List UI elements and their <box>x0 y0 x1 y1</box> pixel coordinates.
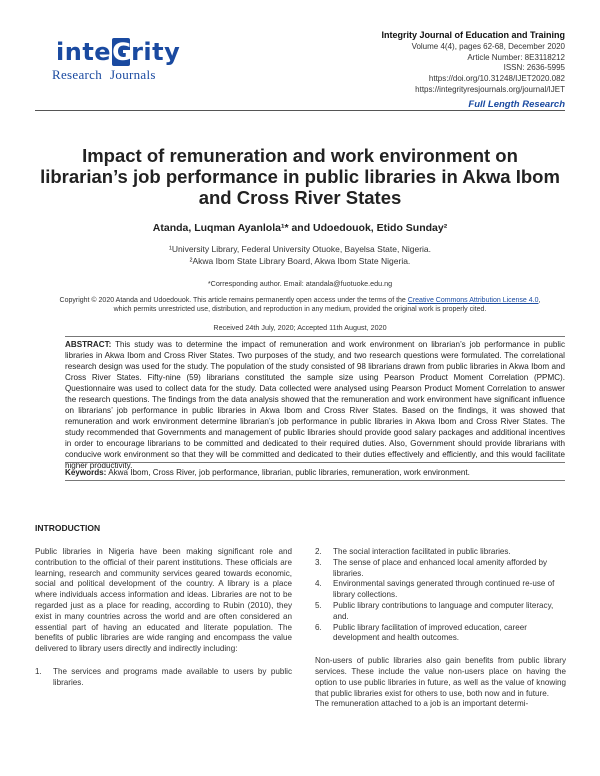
section-heading-introduction: INTRODUCTION <box>35 523 101 533</box>
list-item: 5. Public library contributions to language and computer literacy, and. <box>315 600 554 621</box>
abstract <box>65 339 565 471</box>
affiliation-2: ²Akwa Ibom State Library Board, Akwa Ibom State Nigeria. <box>189 255 411 266</box>
corresponding-author: *Corresponding author. Email: atandala@fuotuoke.edu.ng <box>207 279 393 288</box>
keywords <box>65 467 565 478</box>
list-item: 4. Environmental savings generated through continued re-use of library collections. <box>315 579 555 600</box>
abstract-label: ABSTRACT: <box>65 340 112 349</box>
journal-logo <box>52 36 182 86</box>
logo-wordmark: inteGrity <box>56 38 181 66</box>
keywords-text: Akwa Ibom, Cross River, job performance, librarian, public libraries, remuneration, work environment. <box>106 468 470 477</box>
affiliations <box>40 244 560 267</box>
journal-header <box>381 30 565 96</box>
paper-title: Impact of remuneration and work environment on librarian’s job performance in public libraries in Akwa Ibom and Cross River States <box>40 145 560 208</box>
abstract-text: This study was to determine the impact of remuneration and work environment on librarian’s job performance in public libraries in Akwa Ibom and Cross River States. Two purposes of the study, and two research questions were formulated. The correlational research design was used for the study. The population of the study consisted of 98 librarians drawn from public libraries in Akwa Ibom and Cross River States. Fifty-nine (59) librarians constituted the sample size using Pearson Product Moment Correlation (PPMC). Questionnaire was used to collect data for the study. Data collected were analysed using Pearson Product Moment Correlation to answer the research questions. The findings from the data analysis showed that the remuneration and work environment have significant influence on librarians’ job performance in public libraries in Akwa Ibom and Cross River States. Based on the findings, it was showed that remuneration and work environment determine librarian’s job performance in public libraries in Akwa Ibom and Cross River States. The study recommended that Governments and management of public libraries should provide good salary packages and additional incentives in order to encourage librarians to be committed and dedicated to their required duties. Also, Government should provide librarians with conducive work environment so that they will be committed and dedicated to their duties effectively and efficiently, and this would facilitate higher productivity. <box>65 340 565 470</box>
list-item: 3. The sense of place and enhanced local amenity afforded by libraries. <box>315 557 548 578</box>
left-column <box>35 547 292 689</box>
article-type: Full Length Research <box>468 99 565 110</box>
benefits-list-continued <box>315 547 566 644</box>
header-divider <box>35 110 565 111</box>
license-link[interactable]: Creative Commons Attribution License 4.0 <box>407 297 539 304</box>
abstract-bottom-rule <box>65 462 565 463</box>
list-item: 2. The social interaction facilitated in public libraries. <box>315 547 511 556</box>
list-item: 1. The services and programs made available to users by public libraries. <box>35 666 292 687</box>
intro-paragraph-1: Public libraries in Nigeria have been making significant role and contribution to the official of their parent institutions. These officials are learning, research and community services geared towards economic, social and political development of the country. A library is a place where individuals access information and ideas. Libraries are not to be regarded just as a place for reading, according to Rubin (2010), they exist in many countries across the world and are often considered an essential part of having an educated and literate population. The benefits of public libraries are wide ranging and encompass the value delivered to library users directly and indirectly including: <box>35 547 292 654</box>
paper-authors: Atanda, Luqman Ayanlola¹* and Udoedouok, Etido Sunday² <box>152 222 448 234</box>
journal-url-link[interactable]: https://integrityresjournals.org/journal/IJET <box>415 84 565 94</box>
right-column <box>315 547 566 710</box>
benefits-list <box>35 667 292 689</box>
intro-paragraph-3: The remuneration attached to a job is an important determi- <box>315 699 529 709</box>
logo-g-glyph: G <box>112 38 133 66</box>
article-number: Article Number: 8E3118212 <box>467 52 565 62</box>
abstract-top-rule <box>65 336 565 337</box>
intro-paragraph-2: Non-users of public libraries also gain benefits from public library services. These include the value non-users place on having the option to use public libraries in future, as well as the value of knowing that public libraries exist for others to use, both now and in future. <box>315 656 566 698</box>
logo-subtitle: Research Journals <box>52 67 156 82</box>
doi-link[interactable]: https://doi.org/10.31248/IJET2020.082 <box>428 74 565 84</box>
journal-title: Integrity Journal of Education and Training <box>381 30 565 40</box>
affiliation-1: ¹University Library, Federal University Otuoke, Bayelsa State, Nigeria. <box>168 244 432 254</box>
keywords-label: Keywords: <box>65 468 107 477</box>
journal-volume: Volume 4(4), pages 62-68, December 2020 <box>411 41 565 51</box>
issn: ISSN: 2636-5995 <box>503 63 565 73</box>
list-item: 6. Public library facilitation of improved education, career development and health outcomes. <box>315 622 527 643</box>
keywords-bottom-rule <box>65 480 565 481</box>
received-dates: Received 24th July, 2020; Accepted 11th August, 2020 <box>213 323 387 332</box>
copyright-notice: Copyright © 2020 Atanda and Udoedouok. This article remains permanently open access under the terms of the Creative Commons Attribution License 4.0, which permits unrestricted use, distribution, and reproduction in any medium, provided the original work is properly cited. <box>59 297 541 313</box>
